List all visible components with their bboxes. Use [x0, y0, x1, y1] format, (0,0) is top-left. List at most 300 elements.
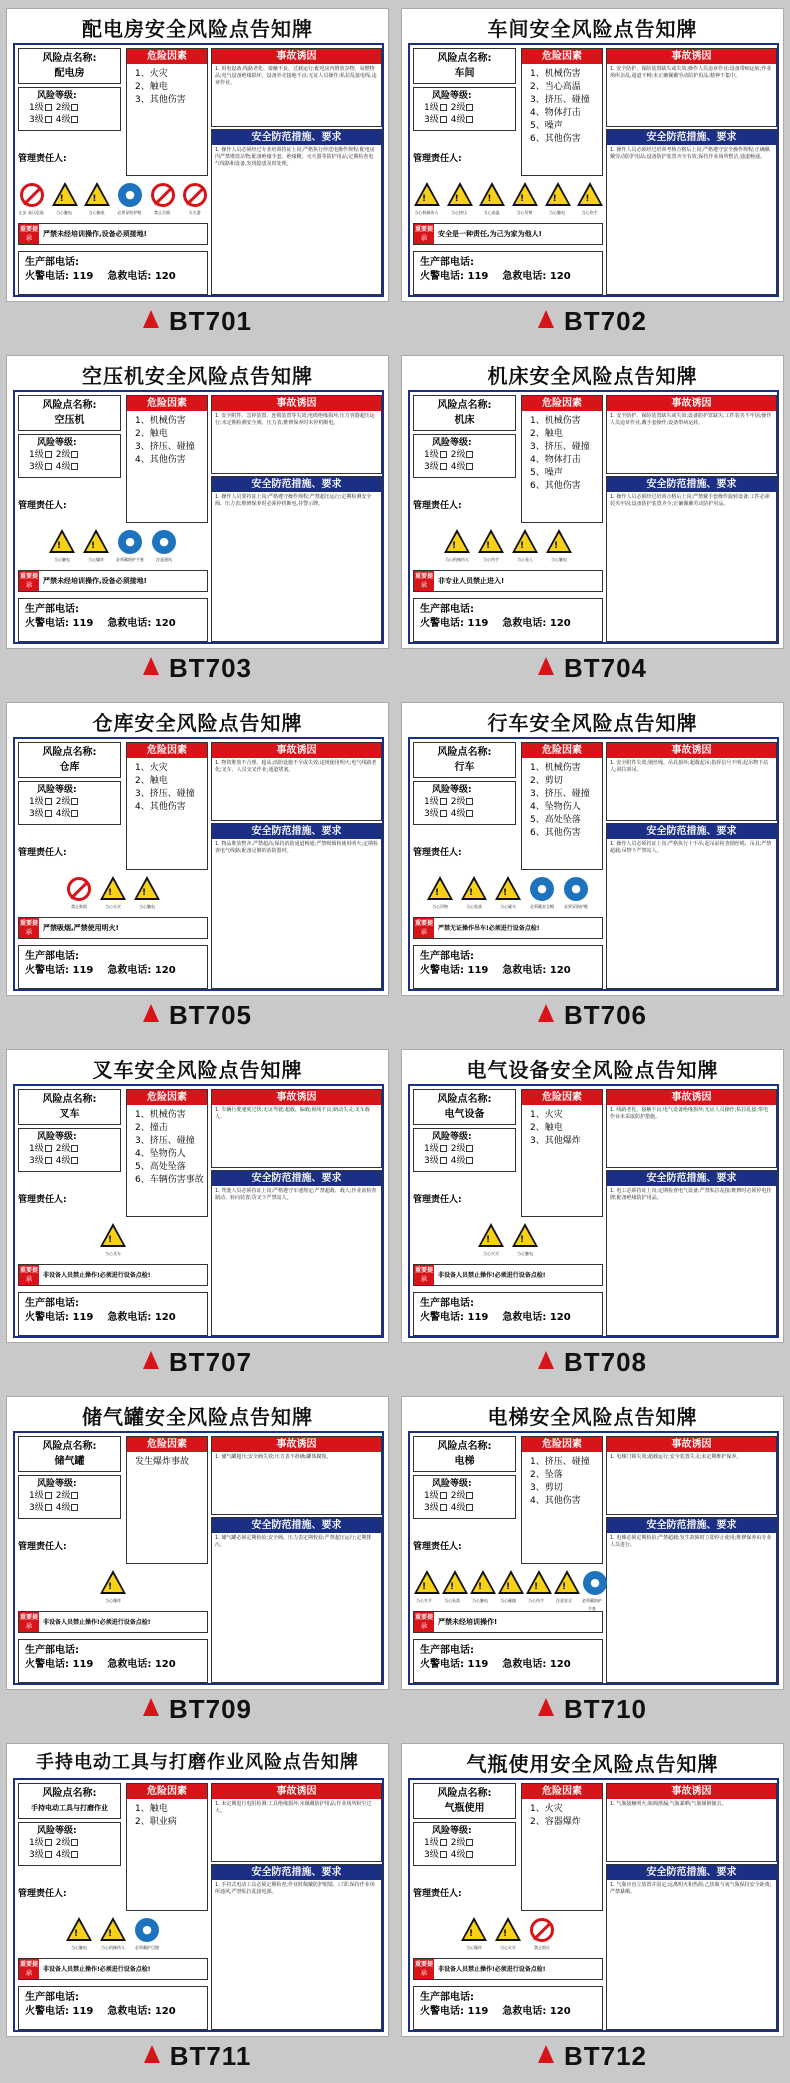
safety-sign-label: 当心卷入	[517, 557, 533, 562]
level-3-checkbox[interactable]	[45, 1851, 52, 1858]
level-2-checkbox[interactable]	[71, 1839, 78, 1846]
risk-point-name-value: 电梯	[454, 1456, 475, 1467]
sign-card	[0, 694, 395, 1041]
level-4-checkbox[interactable]	[71, 116, 78, 123]
contact-box	[413, 945, 603, 989]
safety-measures-text: 1. 物品堆放整齐,严禁超高;保持消防通道畅通;严禁吸烟和使用明火;定期检查电气线路;配备足够的消防器材。	[215, 841, 379, 854]
sign-card	[0, 347, 395, 694]
hazard-factors-heading: 危险因素	[127, 743, 207, 758]
emergency-phone: 急救电话: 120	[502, 271, 571, 282]
accident-causes-box	[211, 742, 382, 821]
safety-signs-row	[413, 526, 603, 566]
accident-causes-heading: 事故诱因	[607, 1784, 776, 1799]
safety-sign	[576, 181, 603, 217]
risk-level-row	[424, 449, 515, 461]
safety-signs-row	[18, 179, 208, 219]
level-3-checkbox[interactable]	[45, 116, 52, 123]
hazard-factors-box	[126, 48, 208, 176]
level-2-label: 2级	[450, 1838, 466, 1848]
warning-glyph-icon: !	[520, 194, 525, 204]
level-3-checkbox[interactable]	[440, 810, 447, 817]
hazard-factors-heading: 危险因素	[522, 1784, 602, 1799]
board-frame	[13, 1778, 384, 2032]
risk-point-name-value: 气瓶使用	[444, 1803, 485, 1814]
level-3-checkbox[interactable]	[440, 1851, 447, 1858]
important-notice	[413, 570, 603, 592]
accident-causes-text: 1. 储气罐超压;安全阀失效;压力表不准确;罐体腐蚀。	[215, 1454, 332, 1460]
safety-measures-text: 1. 操作人员必须经过培训合格后上岗;严禁戴手套操作旋转设备;工件必须装夹牢固;设备防护装置齐全;正确佩戴劳动防护用品。	[610, 494, 770, 507]
fire-phone: 火警电话: 119	[420, 965, 489, 976]
level-4-checkbox[interactable]	[466, 1851, 473, 1858]
important-notice	[18, 917, 208, 939]
level-4-label: 4级	[55, 115, 71, 125]
safety-sign	[544, 181, 571, 217]
warning-glyph-icon: !	[108, 888, 113, 898]
hazard-factors-heading: 危险因素	[127, 1784, 207, 1799]
level-4-label: 4级	[55, 462, 71, 472]
risk-point-name-label: 风险点名称:	[42, 400, 97, 411]
safety-sign	[99, 875, 127, 911]
safety-sign-label: 必须穿防护鞋	[117, 210, 142, 215]
risk-level-row	[424, 1849, 515, 1861]
product-code	[0, 306, 395, 337]
level-3-label: 3级	[29, 1503, 44, 1513]
hazard-item: 3、剪切	[530, 1483, 563, 1493]
accident-causes-text: 1. 安全防护、保险装置缺失或失效;操作人员违章作业;设备带病运转;作业场所杂乱,通道不畅;未正确佩戴劳动防护用品;精神不集中。	[610, 66, 772, 79]
level-3-checkbox[interactable]	[440, 463, 447, 470]
level-4-checkbox[interactable]	[71, 1504, 78, 1511]
accident-causes-heading: 事故诱因	[607, 1437, 776, 1452]
risk-level-row	[29, 1490, 120, 1502]
hazard-factors-box	[126, 742, 208, 870]
warning-triangle-icon	[444, 529, 470, 553]
level-1-checkbox[interactable]	[45, 798, 52, 805]
warning-triangle-icon	[66, 1917, 92, 1941]
safety-sign-label: 当心坠落	[444, 1598, 460, 1603]
warning-glyph-icon: !	[57, 541, 62, 551]
level-3-checkbox[interactable]	[440, 116, 447, 123]
level-4-checkbox[interactable]	[466, 1504, 473, 1511]
accident-causes-box	[606, 742, 777, 821]
risk-level-label: 风险等级:	[432, 438, 472, 448]
level-3-checkbox[interactable]	[45, 1504, 52, 1511]
board-title: 气瓶使用安全风险点告知牌	[466, 1752, 719, 1776]
safety-measures-heading: 安全防范措施、要求	[212, 1518, 381, 1533]
red-arrow-icon	[143, 1004, 159, 1022]
hazard-item: 3、挤压、碰撞	[135, 1136, 195, 1146]
level-1-checkbox[interactable]	[45, 1492, 52, 1499]
risk-level-box	[413, 1128, 516, 1172]
accident-causes-text: 1. 车辆行驶速度过快;无证驾驶;超载、偏载;视线不良;制动失灵;叉车载人。	[215, 1107, 370, 1120]
warning-glyph-icon: !	[142, 888, 147, 898]
warning-glyph-icon: !	[452, 541, 457, 551]
sign-board	[6, 1049, 389, 1343]
safety-measures-heading: 安全防范措施、要求	[212, 1865, 381, 1880]
product-code	[0, 653, 395, 684]
safety-measures-text: 1. 储气罐必须定期检验;安全阀、压力表定期校验;严禁超压运行;定期排污。	[215, 1535, 372, 1548]
important-notice	[413, 1958, 603, 1980]
hazard-item: 2、撞击	[135, 1123, 168, 1133]
safety-signs-row	[413, 1220, 603, 1260]
fire-phone: 火警电话: 119	[25, 965, 94, 976]
sign-card	[395, 0, 790, 347]
risk-point-name-box	[18, 742, 121, 778]
level-4-label: 4级	[55, 1850, 71, 1860]
risk-point-name-box	[18, 48, 121, 84]
level-1-checkbox[interactable]	[440, 798, 447, 805]
level-1-checkbox[interactable]	[440, 1492, 447, 1499]
accident-causes-box	[211, 1783, 382, 1862]
level-4-checkbox[interactable]	[466, 116, 473, 123]
level-3-checkbox[interactable]	[440, 1157, 447, 1164]
hazard-item: 1、火灾	[530, 1804, 563, 1814]
manager-label: 管理责任人:	[18, 1542, 67, 1552]
hazard-item: 2、剪切	[530, 776, 563, 786]
risk-level-row	[424, 1502, 515, 1514]
dept-phone-label: 生产部电话:	[25, 1298, 79, 1309]
sign-board	[401, 8, 784, 302]
important-notice	[413, 223, 603, 245]
level-1-checkbox[interactable]	[440, 1839, 447, 1846]
level-4-label: 4级	[55, 809, 71, 819]
risk-level-row	[424, 1490, 515, 1502]
emergency-phone: 急救电话: 120	[107, 271, 176, 282]
safety-measures-box	[211, 476, 382, 642]
warning-glyph-icon: !	[562, 1582, 567, 1592]
safety-measures-heading: 安全防范措施、要求	[212, 1171, 381, 1186]
hazard-factors-box	[521, 1783, 603, 1911]
level-3-checkbox[interactable]	[45, 1157, 52, 1164]
hazard-list	[522, 1105, 602, 1148]
level-4-checkbox[interactable]	[71, 463, 78, 470]
level-4-checkbox[interactable]	[466, 463, 473, 470]
risk-point-name-box	[413, 1783, 516, 1819]
level-1-label: 1级	[424, 1838, 439, 1848]
manager-label: 管理责任人:	[413, 848, 462, 858]
fire-phone: 火警电话: 119	[420, 271, 489, 282]
hazard-item: 1、火灾	[530, 1110, 563, 1120]
accident-causes-box	[606, 1089, 777, 1168]
level-4-checkbox[interactable]	[466, 1157, 473, 1164]
important-tag: 重要提示	[414, 1614, 433, 1630]
safety-sign	[545, 528, 573, 564]
red-arrow-icon	[143, 657, 159, 675]
level-2-label: 2级	[450, 1144, 466, 1154]
level-2-checkbox[interactable]	[71, 1492, 78, 1499]
risk-point-name-label: 风险点名称:	[42, 53, 97, 64]
risk-point-name-value: 行车	[454, 762, 475, 773]
level-2-checkbox[interactable]	[466, 1839, 473, 1846]
risk-point-name-label: 风险点名称:	[437, 747, 492, 758]
warning-glyph-icon: !	[506, 1582, 511, 1592]
level-4-label: 4级	[55, 1503, 71, 1513]
warning-glyph-icon: !	[92, 194, 97, 204]
manager-label: 管理责任人:	[413, 501, 462, 511]
level-3-checkbox[interactable]	[45, 463, 52, 470]
level-3-label: 3级	[29, 1156, 44, 1166]
warning-triangle-icon	[479, 182, 505, 206]
board-title: 储气罐安全风险点告知牌	[82, 1405, 313, 1429]
level-2-checkbox[interactable]	[466, 104, 473, 111]
contact-box	[413, 1986, 603, 2030]
product-code-text: BT710	[563, 1694, 648, 1724]
safety-measures-text: 1. 操作人员必须经过专业培训持证上岗;严格执行停送电操作规程;配电房内严禁堆放杂物;配备绝缘手套、绝缘靴、灭火器等防护用品;定期检查电气线路和设备,发现隐患及时处理。	[215, 147, 375, 167]
emergency-phones-row	[420, 1311, 602, 1325]
safety-measures-box	[211, 1864, 382, 2030]
risk-point-name-value: 储气罐	[54, 1456, 85, 1467]
risk-level-row	[29, 1837, 120, 1849]
safety-sign	[413, 1569, 435, 1605]
safety-sign	[116, 528, 144, 564]
risk-point-name-label: 风险点名称:	[437, 53, 492, 64]
risk-level-row	[29, 796, 120, 808]
hazard-item: 2、触电	[135, 82, 168, 92]
safety-measures-box	[606, 129, 777, 295]
warning-triangle-icon	[447, 182, 473, 206]
level-1-checkbox[interactable]	[440, 1145, 447, 1152]
safety-measures-box	[211, 823, 382, 989]
warning-triangle-icon	[427, 876, 453, 900]
risk-level-row	[29, 449, 120, 461]
safety-sign-label: 当心挤压	[450, 210, 467, 215]
level-2-label: 2级	[450, 1491, 466, 1501]
hazard-list	[127, 411, 207, 467]
important-tag: 重要提示	[19, 1267, 38, 1283]
accident-causes-text: 1. 用电设备,线路老化、接触不良、过载运行;配电房内堆放杂物、易燃物品;电气设备绝缘损坏、设备外壳接地不良;无证人员操作;私拉乱接电线,违章作业。	[215, 66, 377, 86]
safety-sign	[18, 181, 45, 217]
safety-sign	[443, 528, 471, 564]
level-4-checkbox[interactable]	[71, 810, 78, 817]
dept-phone-label: 生产部电话:	[420, 951, 474, 962]
safety-sign	[477, 528, 505, 564]
board-title: 仓库安全风险点告知牌	[92, 711, 303, 735]
important-notice	[18, 1958, 208, 1980]
level-2-checkbox[interactable]	[466, 451, 473, 458]
level-2-checkbox[interactable]	[466, 1492, 473, 1499]
risk-level-label: 风险等级:	[37, 438, 77, 448]
hazard-factors-heading: 危险因素	[522, 743, 602, 758]
risk-point-name-box	[18, 1436, 121, 1472]
important-notice-text: 非设备人员禁止操作!必须进行设备点检!	[438, 1272, 546, 1279]
safety-sign	[426, 875, 454, 911]
hazard-item: 4、坠物伤人	[530, 802, 581, 812]
product-code	[395, 1694, 790, 1725]
safety-sign	[477, 1222, 505, 1258]
warning-triangle-icon	[495, 1917, 521, 1941]
board-frame	[408, 737, 779, 991]
product-code	[0, 2041, 395, 2072]
safety-sign-label: 注意通风	[156, 557, 172, 562]
risk-level-row	[29, 114, 120, 126]
important-tag: 重要提示	[19, 1961, 38, 1977]
level-1-checkbox[interactable]	[45, 451, 52, 458]
emergency-phones-row	[420, 2005, 602, 2019]
accident-causes-heading: 事故诱因	[212, 396, 381, 411]
level-3-label: 3级	[424, 462, 439, 472]
board-frame	[408, 390, 779, 644]
contact-box	[413, 251, 603, 295]
level-2-checkbox[interactable]	[71, 1145, 78, 1152]
risk-point-name-value: 叉车	[59, 1109, 80, 1120]
red-arrow-icon	[143, 1351, 159, 1369]
level-4-checkbox[interactable]	[71, 1157, 78, 1164]
safety-measures-text: 1. 气瓶应直立放置并固定;远离明火和热源;乙炔瓶与氧气瓶保持安全距离;严禁暴晒。	[610, 1882, 772, 1895]
risk-point-name-box	[18, 395, 121, 431]
sign-board	[6, 355, 389, 649]
safety-sign-label: 当心伤手	[528, 1598, 544, 1603]
warning-triangle-icon	[100, 876, 126, 900]
hazard-factors-box	[126, 1436, 208, 1564]
prohibition-sign-icon	[20, 183, 44, 207]
safety-sign-label: 当心机械伤人	[445, 557, 469, 562]
mandatory-sign-icon: ●	[530, 877, 554, 901]
contact-box	[413, 1639, 603, 1683]
safety-measures-text: 1. 操作人员必须经过培训考核合格后上岗;严格遵守安全操作规程;正确佩戴劳动防护用品;设备防护装置齐全有效;保持作业场所整洁,通道畅通。	[610, 147, 770, 160]
risk-level-row	[424, 114, 515, 126]
safety-sign	[133, 875, 161, 911]
safety-sign-label: 禁止烟火	[534, 1945, 550, 1950]
hazard-item: 1、机械伤害	[530, 69, 581, 79]
sign-board	[401, 702, 784, 996]
safety-sign	[460, 1916, 488, 1952]
risk-point-name-box	[413, 1089, 516, 1125]
board-title: 配电房安全风险点告知牌	[82, 17, 313, 41]
accident-causes-text: 1. 电梯门锁失效;超载运行;安全装置失灵;未定期维护保养。	[610, 1454, 742, 1460]
product-code-text: BT706	[563, 1000, 648, 1030]
level-1-label: 1级	[29, 1491, 44, 1501]
safety-sign	[528, 875, 556, 911]
level-2-checkbox[interactable]	[466, 1145, 473, 1152]
safety-measures-text: 1. 手持式电动工具必须定期检查;作业时佩戴防护眼镜、口罩;保持作业场所通风;严禁私拉乱接电源。	[215, 1882, 375, 1895]
risk-level-row	[424, 796, 515, 808]
board-title: 车间安全风险点告知牌	[487, 17, 698, 41]
warning-triangle-icon	[100, 1223, 126, 1247]
level-1-checkbox[interactable]	[45, 1839, 52, 1846]
emergency-phones-row	[25, 2005, 207, 2019]
risk-level-box	[413, 1822, 516, 1866]
warning-triangle-icon	[134, 876, 160, 900]
safety-sign-label: 注意安全	[556, 1598, 572, 1603]
important-tag: 重要提示	[414, 1267, 433, 1283]
warning-glyph-icon: !	[435, 888, 440, 898]
red-arrow-icon	[538, 2045, 554, 2063]
hazard-item: 4、物体打击	[530, 455, 581, 465]
hazard-item: 1、火灾	[135, 763, 168, 773]
sign-board	[6, 1743, 389, 2037]
fire-phone: 火警电话: 119	[420, 618, 489, 629]
hazard-item: 6、其他伤害	[530, 134, 581, 144]
level-1-checkbox[interactable]	[440, 451, 447, 458]
level-1-checkbox[interactable]	[45, 1145, 52, 1152]
safety-sign	[469, 1569, 491, 1605]
level-1-checkbox[interactable]	[45, 104, 52, 111]
emergency-phone: 急救电话: 120	[502, 1312, 571, 1323]
level-2-checkbox[interactable]	[466, 798, 473, 805]
safety-sign-label: 当心触电	[472, 1598, 488, 1603]
hazard-item: 4、其他伤害	[135, 802, 186, 812]
safety-measures-heading: 安全防范措施、要求	[212, 130, 381, 145]
risk-point-name-value: 配电房	[54, 68, 85, 79]
fire-phone: 火警电话: 119	[420, 2006, 489, 2017]
warning-triangle-icon	[577, 182, 603, 206]
accident-causes-text: 1. 未定期进行电阻检测;工具绝缘损坏;未佩戴防护用品;作业场所粉尘过大。	[215, 1801, 372, 1814]
safety-sign	[478, 181, 505, 217]
emergency-phone: 急救电话: 120	[502, 965, 571, 976]
risk-level-label: 风险等级:	[37, 1132, 77, 1142]
fire-phone: 火警电话: 119	[25, 618, 94, 629]
level-3-label: 3级	[424, 809, 439, 819]
risk-point-name-box	[413, 395, 516, 431]
level-4-label: 4级	[450, 1156, 466, 1166]
risk-point-name-box	[18, 1089, 121, 1125]
hazard-factors-heading: 危险因素	[127, 49, 207, 64]
level-1-checkbox[interactable]	[440, 104, 447, 111]
safety-measures-box	[606, 1864, 777, 2030]
safety-sign-label: 当心夹手	[416, 1598, 432, 1603]
safety-signs-row	[18, 1220, 208, 1260]
emergency-phones-row	[25, 270, 207, 284]
mandatory-sign-icon: ●	[583, 1571, 607, 1595]
important-tag: 重要提示	[19, 1614, 38, 1630]
level-2-checkbox[interactable]	[71, 104, 78, 111]
risk-point-name-label: 风险点名称:	[437, 1094, 492, 1105]
red-arrow-icon	[538, 657, 554, 675]
safety-sign-label: 当心火灾	[483, 1251, 499, 1256]
warning-triangle-icon	[478, 1223, 504, 1247]
safety-sign	[83, 181, 110, 217]
safety-sign-label: 当心碰撞	[500, 1598, 516, 1603]
dept-phone-label: 生产部电话:	[420, 1298, 474, 1309]
board-title: 行车安全风险点告知牌	[487, 711, 698, 735]
emergency-phones-row	[25, 1658, 207, 1672]
level-2-checkbox[interactable]	[71, 798, 78, 805]
hazard-item: 3、挤压、碰撞	[530, 95, 590, 105]
level-4-checkbox[interactable]	[71, 1851, 78, 1858]
risk-level-box	[413, 781, 516, 825]
hazard-item: 1、机械伤害	[135, 1110, 186, 1120]
emergency-phone: 急救电话: 120	[502, 1659, 571, 1670]
hazard-list	[522, 411, 602, 493]
fire-phone: 火警电话: 119	[25, 271, 94, 282]
contact-box	[18, 1986, 208, 2030]
important-notice-text: 严禁未经培训操作,设备必须接地!	[43, 577, 147, 585]
accident-causes-heading: 事故诱因	[212, 1437, 381, 1452]
hazard-list	[127, 64, 207, 107]
level-4-checkbox[interactable]	[466, 810, 473, 817]
level-3-checkbox[interactable]	[440, 1504, 447, 1511]
risk-level-row	[29, 1143, 120, 1155]
important-notice	[18, 1264, 208, 1286]
safety-sign	[494, 875, 522, 911]
level-1-label: 1级	[29, 797, 44, 807]
level-2-label: 2级	[450, 797, 466, 807]
hazard-factors-box	[126, 395, 208, 523]
hazard-factors-heading: 危险因素	[127, 1437, 207, 1452]
level-2-checkbox[interactable]	[71, 451, 78, 458]
safety-sign-label: 当心伤手	[581, 210, 598, 215]
board-frame	[408, 1778, 779, 2032]
product-code-text: BT701	[168, 306, 253, 336]
warning-triangle-icon	[414, 182, 440, 206]
fire-phone: 火警电话: 119	[420, 1659, 489, 1670]
level-3-checkbox[interactable]	[45, 810, 52, 817]
safety-sign	[82, 528, 110, 564]
hazard-item: 2、坠落	[530, 1470, 563, 1480]
manager-label: 管理责任人:	[18, 154, 67, 164]
safety-sign-label: 禁止吸烟	[71, 904, 87, 909]
contact-box	[18, 1639, 208, 1683]
accident-causes-box	[606, 1436, 777, 1515]
